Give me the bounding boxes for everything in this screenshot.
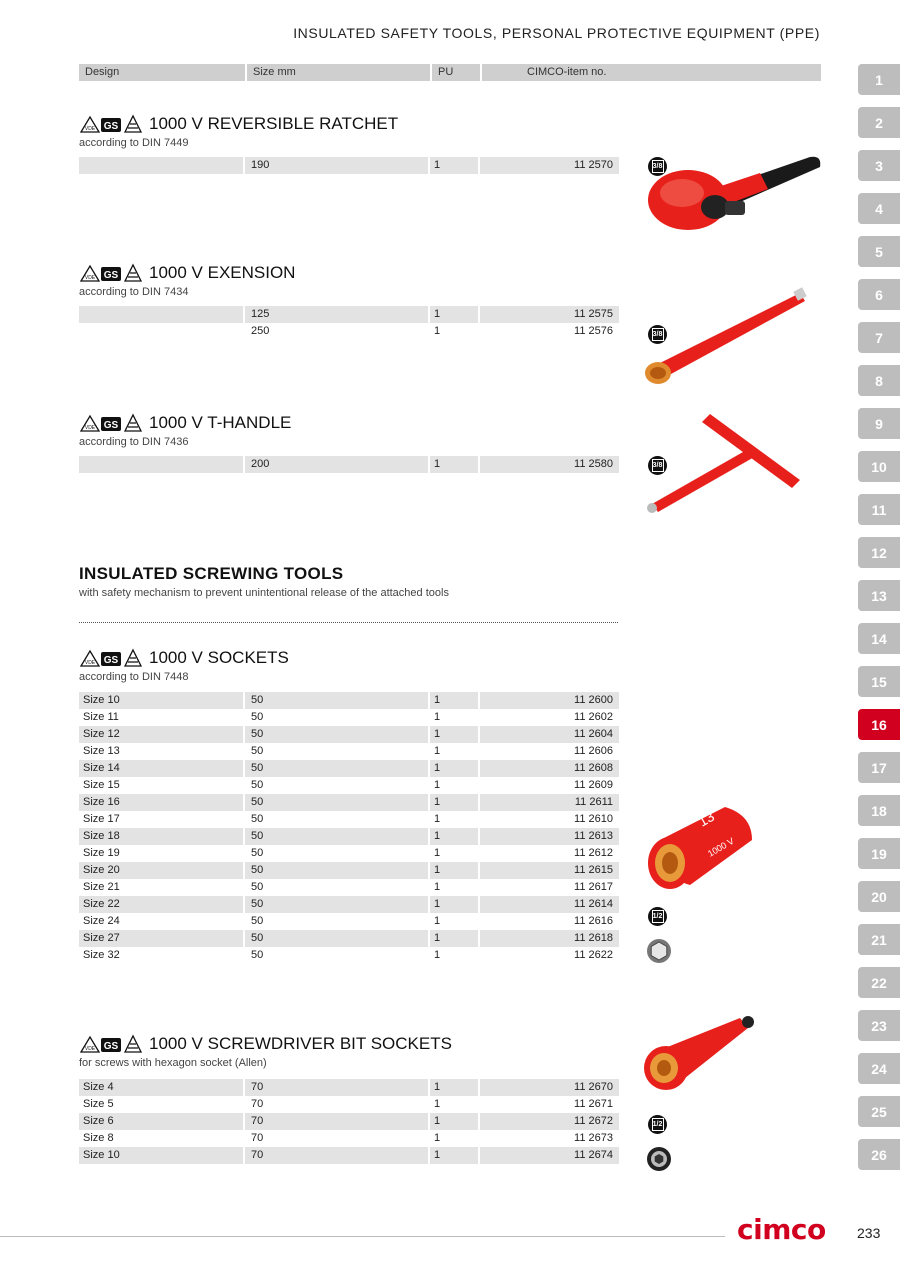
cell-size: 70 bbox=[245, 1147, 430, 1164]
insulated-1000v-icon bbox=[123, 413, 143, 433]
section-subtitle: according to DIN 7449 bbox=[79, 137, 189, 149]
vde-gs-certification-icon bbox=[79, 413, 123, 433]
column-item-no: CIMCO-item no. bbox=[482, 64, 821, 81]
certification-icons bbox=[79, 648, 143, 668]
cell-item-no: 11 2612 bbox=[574, 847, 613, 859]
chapter-tab-1[interactable]: 1 bbox=[858, 64, 900, 95]
extension-product-image bbox=[640, 285, 810, 390]
cell-item-no: 11 2618 bbox=[480, 930, 619, 947]
drive-size-label: 3/8 bbox=[652, 328, 664, 341]
insulated-1000v-icon bbox=[123, 263, 143, 283]
cell-size: 50 bbox=[251, 813, 264, 825]
cell-pu: 1 bbox=[434, 813, 441, 825]
table-row bbox=[79, 306, 619, 323]
chapter-tab-6[interactable]: 6 bbox=[858, 279, 900, 310]
chapter-tab-19[interactable]: 19 bbox=[858, 838, 900, 869]
cell-item-no: 11 2606 bbox=[574, 745, 613, 757]
cell-design: Size 4 bbox=[79, 1079, 245, 1096]
section-title-row bbox=[79, 1033, 619, 1055]
section-title: 1000 V T-HANDLE bbox=[149, 413, 292, 432]
cell-item-no: 11 2570 bbox=[480, 157, 619, 174]
cell-design: Size 14 bbox=[79, 760, 245, 777]
table-bit-sockets bbox=[79, 1079, 619, 1164]
section-title-row bbox=[79, 262, 619, 284]
cell-size: 190 bbox=[245, 157, 430, 174]
cell-design: Size 24 bbox=[83, 915, 120, 927]
table-row bbox=[79, 828, 619, 845]
table-row bbox=[79, 1130, 619, 1147]
cell-pu: 1 bbox=[434, 711, 441, 723]
bit-socket-product-image bbox=[640, 1010, 760, 1095]
cell-item-no: 11 2575 bbox=[480, 306, 619, 323]
section-title: 1000 V REVERSIBLE RATCHET bbox=[149, 114, 399, 133]
chapter-tab-13[interactable]: 13 bbox=[858, 580, 900, 611]
cell-item-no: 11 2622 bbox=[574, 949, 613, 961]
chapter-tab-7[interactable]: 7 bbox=[858, 322, 900, 353]
svg-text:VDE: VDE bbox=[84, 126, 96, 132]
cell-size: 50 bbox=[245, 828, 430, 845]
cell-item-no: 11 2602 bbox=[574, 711, 613, 723]
section-extension bbox=[79, 262, 619, 340]
cell-design: Size 10 bbox=[79, 692, 245, 709]
drive-size-badge bbox=[648, 1115, 667, 1134]
table-row bbox=[79, 743, 619, 760]
hexagon-profile-icon bbox=[646, 938, 672, 964]
insulated-1000v-icon bbox=[123, 648, 143, 668]
cell-pu: 1 bbox=[434, 1132, 441, 1144]
cell-pu: 1 bbox=[430, 1079, 480, 1096]
cell-design: Size 15 bbox=[83, 779, 120, 791]
cell-pu: 1 bbox=[430, 306, 480, 323]
drive-size-badge bbox=[648, 907, 667, 926]
svg-text:GS: GS bbox=[103, 270, 119, 281]
svg-text:GS: GS bbox=[103, 655, 119, 666]
cell-pu: 1 bbox=[434, 847, 441, 859]
table-row bbox=[79, 709, 619, 726]
certification-icons bbox=[79, 1034, 143, 1054]
cell-size: 70 bbox=[245, 1113, 430, 1130]
section-sockets bbox=[79, 647, 619, 964]
cell-design: Size 22 bbox=[79, 896, 245, 913]
cell-size: 125 bbox=[245, 306, 430, 323]
drive-size-label: 3/8 bbox=[652, 160, 664, 173]
cell-design: Size 6 bbox=[79, 1113, 245, 1130]
table-row bbox=[79, 157, 619, 174]
cell-item-no: 11 2670 bbox=[480, 1079, 619, 1096]
cell-item-no: 11 2673 bbox=[574, 1132, 613, 1144]
chapter-tab-22[interactable]: 22 bbox=[858, 967, 900, 998]
table-row bbox=[79, 1096, 619, 1113]
chapter-tab-26[interactable]: 26 bbox=[858, 1139, 900, 1170]
chapter-tab-15[interactable]: 15 bbox=[858, 666, 900, 697]
column-pu: PU bbox=[432, 64, 480, 81]
cell-design bbox=[79, 323, 245, 340]
vde-gs-certification-icon bbox=[79, 114, 123, 134]
drive-size-label: 1/2 bbox=[652, 1118, 664, 1131]
cell-item-no: 11 2674 bbox=[480, 1147, 619, 1164]
cell-size: 50 bbox=[251, 779, 264, 791]
table-extension bbox=[79, 306, 619, 340]
section-subtitle: according to DIN 7448 bbox=[79, 671, 189, 683]
cell-design: Size 18 bbox=[79, 828, 245, 845]
cell-pu: 1 bbox=[430, 930, 480, 947]
cell-size: 50 bbox=[251, 745, 264, 757]
dotted-divider bbox=[79, 622, 618, 623]
cell-item-no: 11 2609 bbox=[574, 779, 613, 791]
table-row bbox=[79, 913, 619, 930]
svg-text:VDE: VDE bbox=[84, 660, 96, 666]
cell-size: 50 bbox=[251, 847, 264, 859]
vde-gs-certification-icon bbox=[79, 648, 123, 668]
section-title-row bbox=[79, 412, 619, 434]
section-title: 1000 V SCREWDRIVER BIT SOCKETS bbox=[149, 1034, 452, 1053]
section-bit-sockets bbox=[79, 1033, 619, 1164]
cell-item-no: 11 2613 bbox=[480, 828, 619, 845]
heading-screwing-subtitle: with safety mechanism to prevent unintentional release of the attached tools bbox=[79, 587, 449, 599]
table-row bbox=[79, 879, 619, 896]
chapter-tab-16[interactable]: 16 bbox=[858, 709, 900, 740]
cell-item-no: 11 2610 bbox=[574, 813, 613, 825]
cell-size: 50 bbox=[245, 896, 430, 913]
page-number: 233 bbox=[857, 1225, 881, 1241]
column-size: Size mm bbox=[247, 64, 430, 81]
cell-design: Size 17 bbox=[83, 813, 120, 825]
cell-size: 70 bbox=[245, 1079, 430, 1096]
chapter-tab-20[interactable]: 20 bbox=[858, 881, 900, 912]
cell-design bbox=[79, 157, 245, 174]
chapter-tab-25[interactable]: 25 bbox=[858, 1096, 900, 1127]
table-thandle bbox=[79, 456, 619, 473]
chapter-tab-5[interactable]: 5 bbox=[858, 236, 900, 267]
table-row bbox=[79, 1147, 619, 1164]
cell-pu: 1 bbox=[434, 325, 441, 337]
section-thandle bbox=[79, 412, 619, 473]
cell-item-no: 11 2608 bbox=[480, 760, 619, 777]
cell-item-no: 11 2617 bbox=[574, 881, 613, 893]
chapter-tab-17[interactable]: 17 bbox=[858, 752, 900, 783]
section-subtitle: according to DIN 7434 bbox=[79, 286, 189, 298]
cell-item-no: 11 2671 bbox=[574, 1098, 613, 1110]
table-row bbox=[79, 777, 619, 794]
cell-size: 250 bbox=[251, 325, 270, 337]
cell-pu: 1 bbox=[434, 915, 441, 927]
cell-pu: 1 bbox=[434, 779, 441, 791]
drive-size-label: 1/2 bbox=[652, 910, 664, 923]
insulated-1000v-icon bbox=[123, 1034, 143, 1054]
cell-design: Size 13 bbox=[83, 745, 120, 757]
chapter-tab-24[interactable]: 24 bbox=[858, 1053, 900, 1084]
cell-item-no: 11 2611 bbox=[480, 794, 619, 811]
vde-gs-certification-icon bbox=[79, 263, 123, 283]
cell-item-no: 11 2576 bbox=[574, 325, 613, 337]
cell-pu: 1 bbox=[430, 692, 480, 709]
table-row bbox=[79, 811, 619, 828]
svg-text:VDE: VDE bbox=[84, 275, 96, 281]
chapter-tab-12[interactable]: 12 bbox=[858, 537, 900, 568]
cell-design: Size 16 bbox=[79, 794, 245, 811]
cell-pu: 1 bbox=[430, 726, 480, 743]
table-ratchet bbox=[79, 157, 619, 174]
cell-pu: 1 bbox=[430, 896, 480, 913]
cell-size: 70 bbox=[251, 1098, 264, 1110]
table-row bbox=[79, 1113, 619, 1130]
cell-design: Size 19 bbox=[83, 847, 120, 859]
page-header-title: INSULATED SAFETY TOOLS, PERSONAL PROTECTIVE EQUIPMENT (PPE) bbox=[293, 25, 820, 41]
cell-item-no: 11 2614 bbox=[480, 896, 619, 913]
socket-voltage-marking: 1000 V bbox=[706, 835, 736, 859]
cell-pu: 1 bbox=[430, 862, 480, 879]
heading-insulated-screwing-tools: INSULATED SCREWING TOOLS bbox=[79, 564, 344, 583]
section-title: 1000 V SOCKETS bbox=[149, 648, 289, 667]
cell-pu: 1 bbox=[430, 456, 480, 473]
chapter-tab-18[interactable]: 18 bbox=[858, 795, 900, 826]
cell-design bbox=[79, 456, 245, 473]
table-row bbox=[79, 896, 619, 913]
drive-size-label: 3/8 bbox=[652, 459, 664, 472]
table-row bbox=[79, 760, 619, 777]
cell-size: 50 bbox=[245, 760, 430, 777]
chapter-tab-2[interactable]: 2 bbox=[858, 107, 900, 138]
cell-pu: 1 bbox=[430, 157, 480, 174]
cell-item-no: 11 2604 bbox=[480, 726, 619, 743]
cell-design: Size 20 bbox=[79, 862, 245, 879]
cell-design: Size 10 bbox=[79, 1147, 245, 1164]
cell-size: 200 bbox=[245, 456, 430, 473]
chapter-tab-14[interactable]: 14 bbox=[858, 623, 900, 654]
ratchet-product-image bbox=[640, 145, 825, 235]
table-row bbox=[79, 692, 619, 709]
certification-icons bbox=[79, 413, 143, 433]
table-row bbox=[79, 1079, 619, 1096]
section-title-row bbox=[79, 647, 619, 669]
cell-pu: 1 bbox=[434, 1098, 441, 1110]
cell-design: Size 27 bbox=[79, 930, 245, 947]
cell-pu: 1 bbox=[434, 745, 441, 757]
table-row bbox=[79, 323, 619, 340]
section-title: 1000 V EXENSION bbox=[149, 263, 296, 282]
section-subtitle: according to DIN 7436 bbox=[79, 436, 189, 448]
cell-design: Size 32 bbox=[83, 949, 120, 961]
t-handle-product-image bbox=[640, 408, 805, 516]
cell-size: 50 bbox=[245, 930, 430, 947]
cell-size: 50 bbox=[251, 949, 264, 961]
brand-logo: cimco bbox=[737, 1213, 826, 1246]
svg-text:GS: GS bbox=[103, 1041, 119, 1052]
chapter-tab-4[interactable]: 4 bbox=[858, 193, 900, 224]
chapter-tab-8[interactable]: 8 bbox=[858, 365, 900, 396]
chapter-tab-9[interactable]: 9 bbox=[858, 408, 900, 439]
chapter-tab-3[interactable]: 3 bbox=[858, 150, 900, 181]
cell-item-no: 11 2616 bbox=[574, 915, 613, 927]
cell-pu: 1 bbox=[430, 794, 480, 811]
socket-size-marking: 13 bbox=[695, 807, 717, 830]
section-title-row bbox=[79, 113, 619, 135]
section-subtitle: for screws with hexagon socket (Allen) bbox=[79, 1057, 267, 1069]
cell-size: 50 bbox=[251, 915, 264, 927]
table-row bbox=[79, 456, 619, 473]
cell-size: 50 bbox=[251, 881, 264, 893]
column-header-bar bbox=[79, 64, 821, 81]
cell-size: 70 bbox=[251, 1132, 264, 1144]
cell-pu: 1 bbox=[430, 828, 480, 845]
cell-pu: 1 bbox=[430, 760, 480, 777]
chapter-tab-21[interactable]: 21 bbox=[858, 924, 900, 955]
section-ratchet bbox=[79, 113, 619, 174]
cell-pu: 1 bbox=[430, 1147, 480, 1164]
cell-size: 50 bbox=[251, 711, 264, 723]
column-design: Design bbox=[79, 64, 245, 81]
table-row bbox=[79, 930, 619, 947]
cell-design: Size 11 bbox=[83, 711, 119, 723]
cell-design bbox=[79, 306, 245, 323]
cell-design: Size 5 bbox=[83, 1098, 114, 1110]
table-sockets bbox=[79, 692, 619, 964]
cell-design: Size 12 bbox=[79, 726, 245, 743]
chapter-tab-23[interactable]: 23 bbox=[858, 1010, 900, 1041]
svg-text:GS: GS bbox=[103, 420, 119, 431]
cell-item-no: 11 2600 bbox=[480, 692, 619, 709]
svg-text:VDE: VDE bbox=[84, 1046, 96, 1052]
cell-size: 50 bbox=[245, 794, 430, 811]
hex-socket-profile-icon bbox=[646, 1146, 672, 1172]
cell-design: Size 21 bbox=[83, 881, 120, 893]
cell-size: 50 bbox=[245, 726, 430, 743]
svg-text:VDE: VDE bbox=[84, 425, 96, 431]
certification-icons bbox=[79, 263, 143, 283]
cell-item-no: 11 2672 bbox=[480, 1113, 619, 1130]
table-row bbox=[79, 726, 619, 743]
footer-divider bbox=[0, 1236, 725, 1237]
svg-text:GS: GS bbox=[103, 121, 119, 132]
cell-pu: 1 bbox=[430, 1113, 480, 1130]
cell-size: 50 bbox=[245, 862, 430, 879]
table-row bbox=[79, 845, 619, 862]
socket-product-image bbox=[640, 795, 760, 895]
cell-design: Size 8 bbox=[83, 1132, 114, 1144]
insulated-1000v-icon bbox=[123, 114, 143, 134]
chapter-tab-11[interactable]: 11 bbox=[858, 494, 900, 525]
table-row bbox=[79, 947, 619, 964]
table-row bbox=[79, 862, 619, 879]
cell-pu: 1 bbox=[434, 949, 441, 961]
vde-gs-certification-icon bbox=[79, 1034, 123, 1054]
table-row bbox=[79, 794, 619, 811]
certification-icons bbox=[79, 114, 143, 134]
cell-pu: 1 bbox=[434, 881, 441, 893]
chapter-tab-10[interactable]: 10 bbox=[858, 451, 900, 482]
cell-size: 50 bbox=[245, 692, 430, 709]
cell-item-no: 11 2615 bbox=[480, 862, 619, 879]
cell-item-no: 11 2580 bbox=[480, 456, 619, 473]
